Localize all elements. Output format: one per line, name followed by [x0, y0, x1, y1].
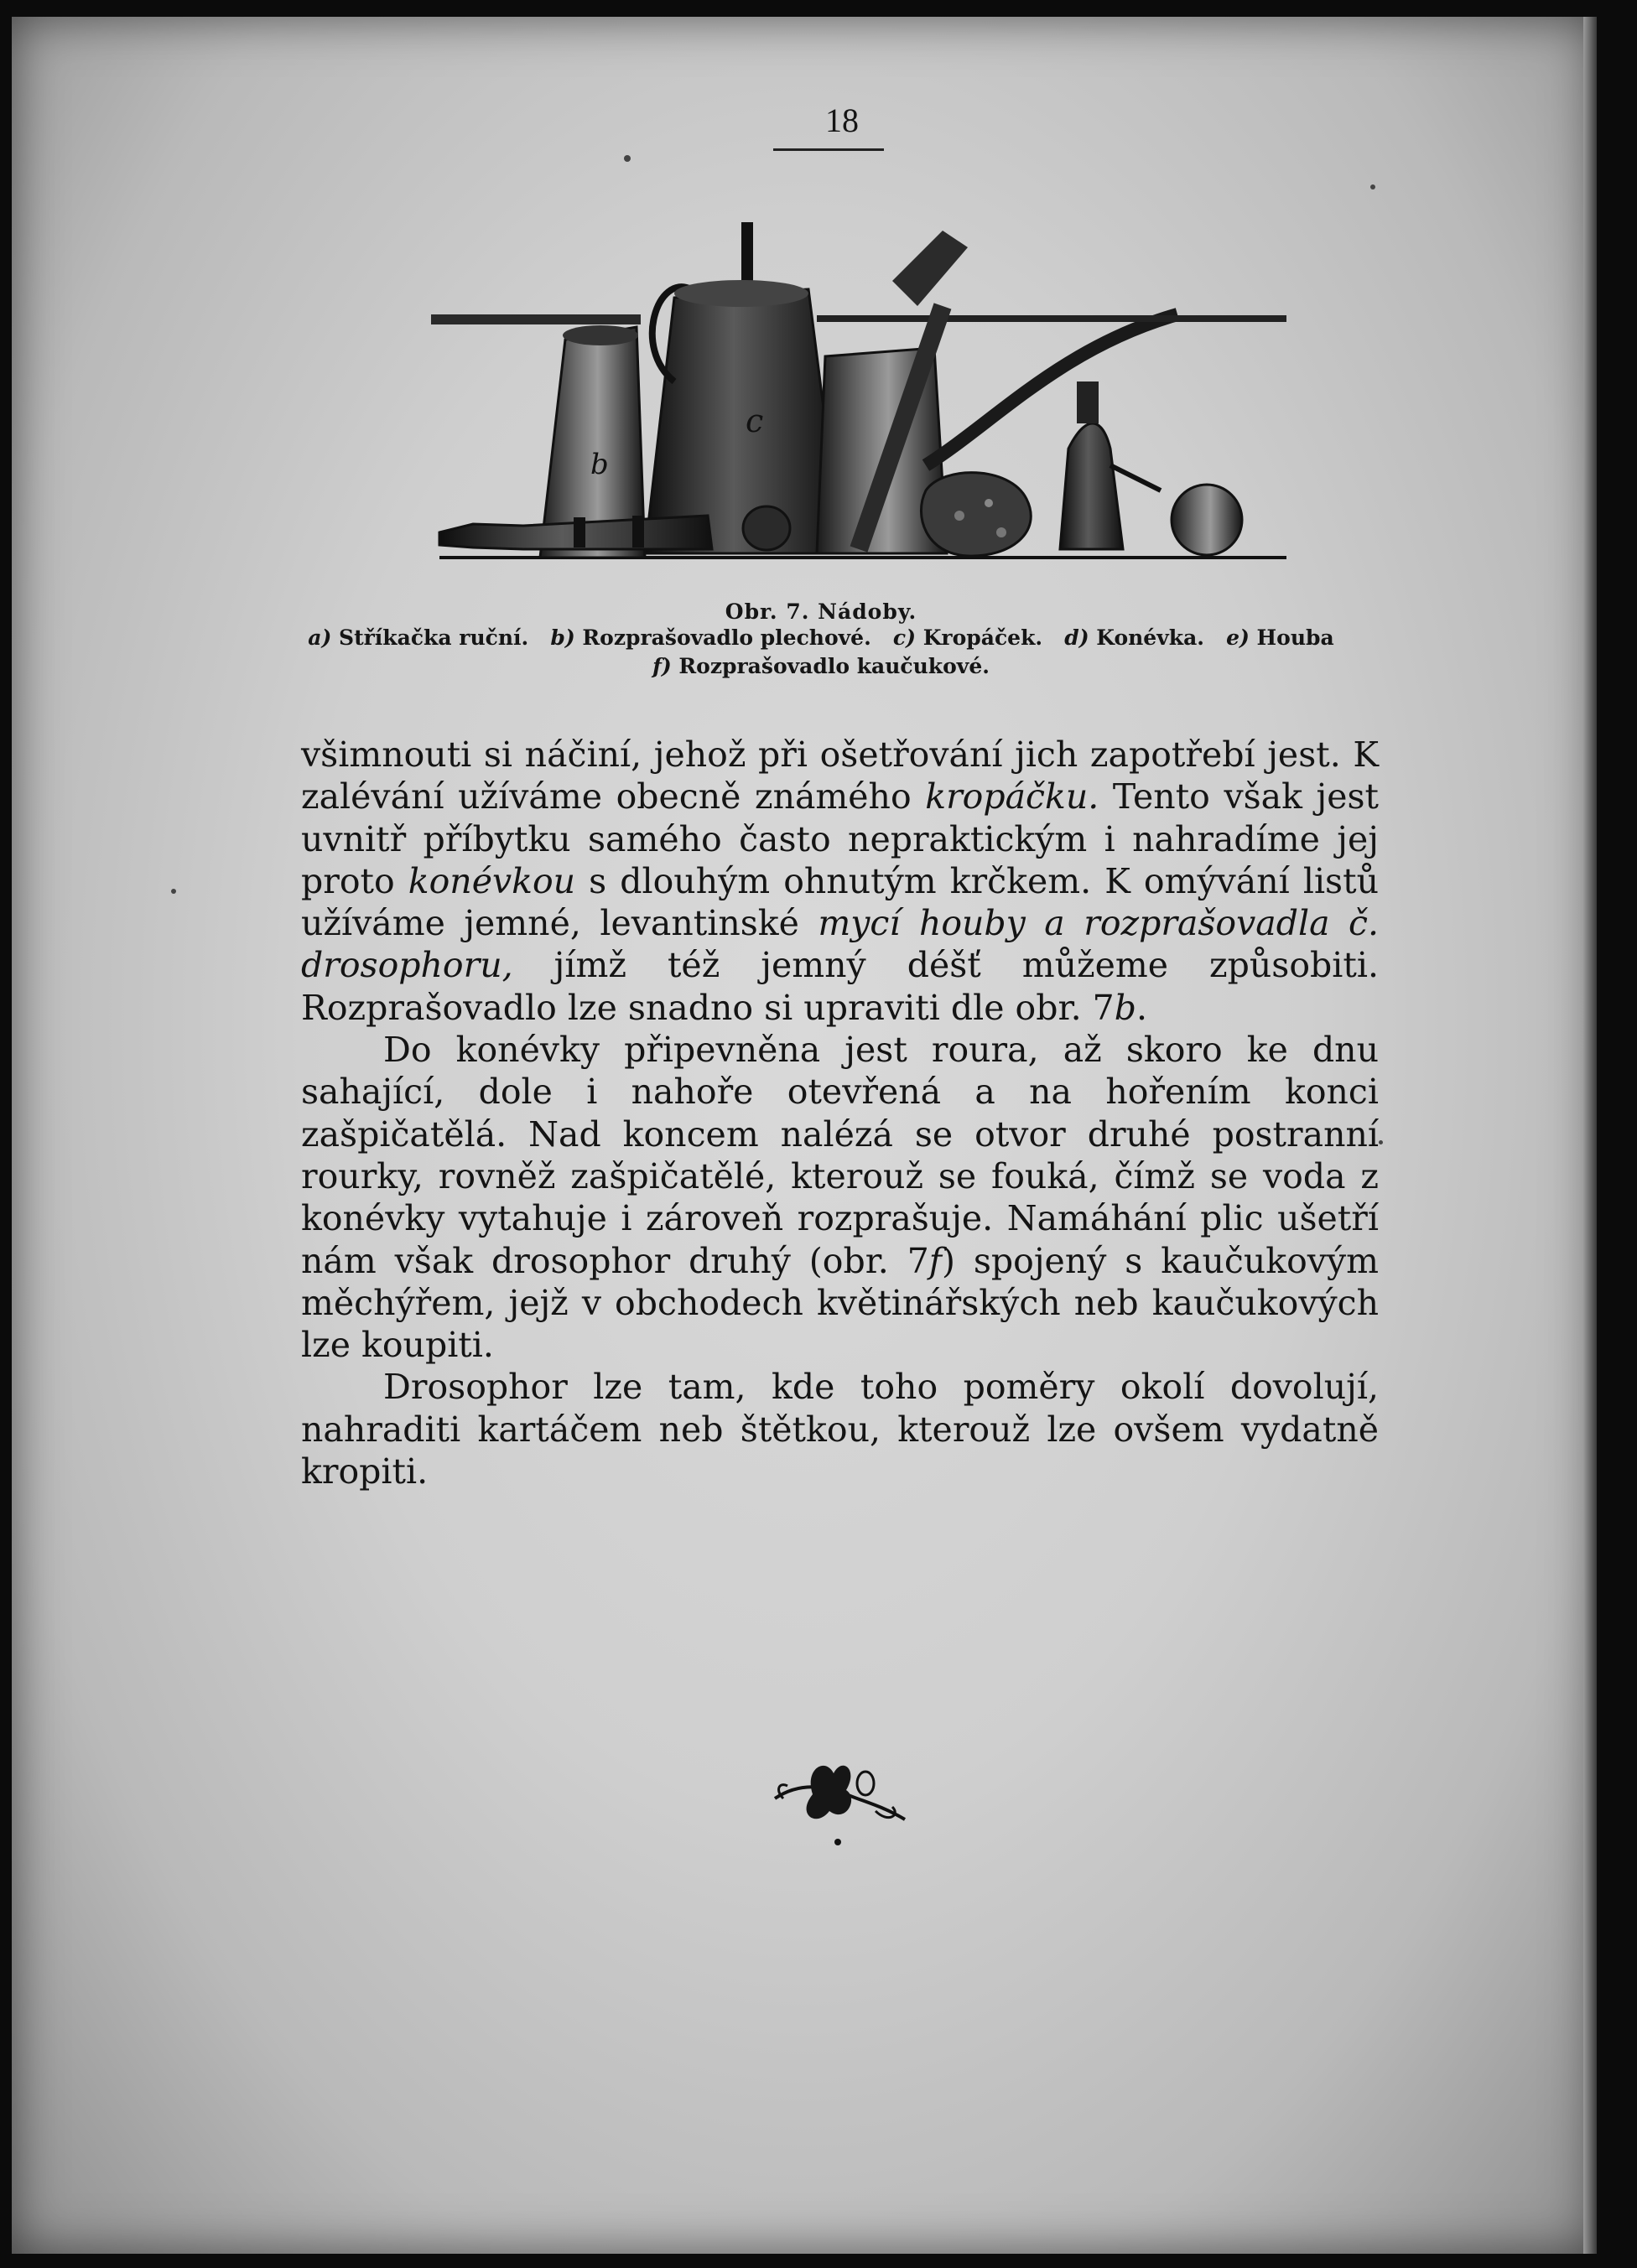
caption-items-line-1 — [263, 624, 1379, 652]
page-number-rule — [773, 148, 884, 151]
page-number: 18 — [825, 101, 859, 139]
caption-items-line-2 — [263, 652, 1379, 681]
caption-letter: d) — [1064, 625, 1089, 650]
caption-item-text: Konévka. — [1096, 625, 1204, 650]
paragraph-text: Do konévky připevněna jest roura, až skoro ke dnu sahající, dole i nahoře otevřená a na hořením konci zašpičatělá. Nad koncem nalézá se otvor druhé postranní rourky, rovněž zašpičatělé, kterouž se fouká, čímž se voda z konévky vytahuje i zároveň rozprašuje. Namáhání plic ušetří nám však drosophor druhý (obr. 7 — [301, 1030, 1379, 1281]
paragraph-text: . — [1136, 987, 1148, 1028]
vessels-illustration — [423, 214, 1286, 570]
vessel-d-rose — [892, 231, 968, 306]
emphasis-term: kropáčku. — [925, 776, 1099, 817]
paper-speck — [1379, 1140, 1383, 1144]
paragraph-1 — [301, 734, 1379, 1029]
vessel-b-label: b — [590, 448, 609, 481]
figure-caption — [263, 599, 1379, 681]
emphasis-term: b — [1114, 987, 1136, 1028]
vessel-b-rim — [563, 325, 638, 345]
page-edge-shadow — [1583, 17, 1597, 2254]
syringe-a-ring — [632, 516, 644, 548]
paper-speck — [1370, 184, 1375, 189]
sponge-texture — [985, 499, 993, 507]
paragraph-text: s dlouhým ohnutým krčkem. K omývání listů užíváme jemné, levantinské — [301, 860, 1379, 944]
caption-letter: a) — [308, 625, 332, 650]
paragraph-text: Tento však jest uvnitř příbytku samého často nepraktickým i nahradíme jej proto — [301, 776, 1379, 901]
sprayer-pipe — [431, 314, 641, 324]
sprayer-f-neck — [1077, 381, 1099, 423]
caption-letter: e) — [1226, 625, 1250, 650]
caption-item-text: Houba — [1256, 625, 1334, 650]
paper-speck — [171, 889, 176, 894]
ornament-oak-leaf — [807, 1766, 852, 1819]
caption-item-text: Kropáček. — [922, 625, 1043, 650]
vessel-c-top-knob — [741, 222, 753, 289]
caption-item-text: Rozprašovadlo kaučukové. — [678, 654, 990, 678]
vessel-c-label: c — [746, 402, 764, 439]
paragraph-2 — [301, 1029, 1379, 1366]
ornament-dot — [834, 1839, 841, 1845]
caption-item-text: Rozprašovadlo plechové. — [582, 625, 871, 650]
sprayer-f-bulb — [1172, 485, 1242, 555]
caption-letter: b) — [550, 625, 575, 650]
paragraph-text: jímž též jemný déšť můžeme způsobiti. Rozprašovadlo lze snadno si upraviti dle obr. 7 — [301, 945, 1379, 1028]
oak-leaf-ornament — [767, 1748, 909, 1849]
caption-item-text: Stříkačka ruční. — [339, 625, 529, 650]
syringe-a-nozzle — [743, 506, 790, 550]
sponge-texture — [954, 511, 964, 521]
sponge-e — [921, 473, 1031, 556]
sprayer-f — [1060, 423, 1123, 549]
sponge-texture — [996, 527, 1006, 537]
emphasis-term: mycí houby a rozprašovadla č. drosophoru, — [301, 903, 1379, 986]
caption-title: Obr. 7. Nádoby. — [725, 599, 917, 624]
paragraph-text: Drosophor lze tam, kde toho poměry okolí dovolují, nahraditi kartáčem neb štětkou, kterouž lze ovšem vydatně kropiti. — [301, 1367, 1379, 1492]
caption-letter: f) — [652, 654, 672, 678]
paragraph-3 — [301, 1366, 1379, 1492]
emphasis-term: f — [928, 1240, 942, 1281]
caption-letter: c) — [892, 625, 916, 650]
vessel-c — [645, 289, 842, 553]
book-page — [12, 17, 1597, 2254]
emphasis-term: konévkou — [408, 860, 576, 901]
paper-speck — [624, 155, 631, 162]
vessel-c-rim — [674, 280, 808, 307]
body-text — [301, 734, 1379, 1492]
paragraph-text: všimnouti si náčiní, jehož při ošetřování jich zapotřebí jest. K zalévání užíváme obecně známého — [301, 734, 1379, 817]
sprayer-f-tube — [1110, 465, 1161, 490]
paragraph-text: ) spojený s kaučukovým měchýřem, jejž v obchodech květinářských neb kaučukových lze koupiti. — [301, 1240, 1379, 1366]
syringe-a-ring — [574, 517, 585, 548]
vessel-d-spout — [926, 314, 1177, 465]
ornament-acorn — [857, 1772, 874, 1795]
